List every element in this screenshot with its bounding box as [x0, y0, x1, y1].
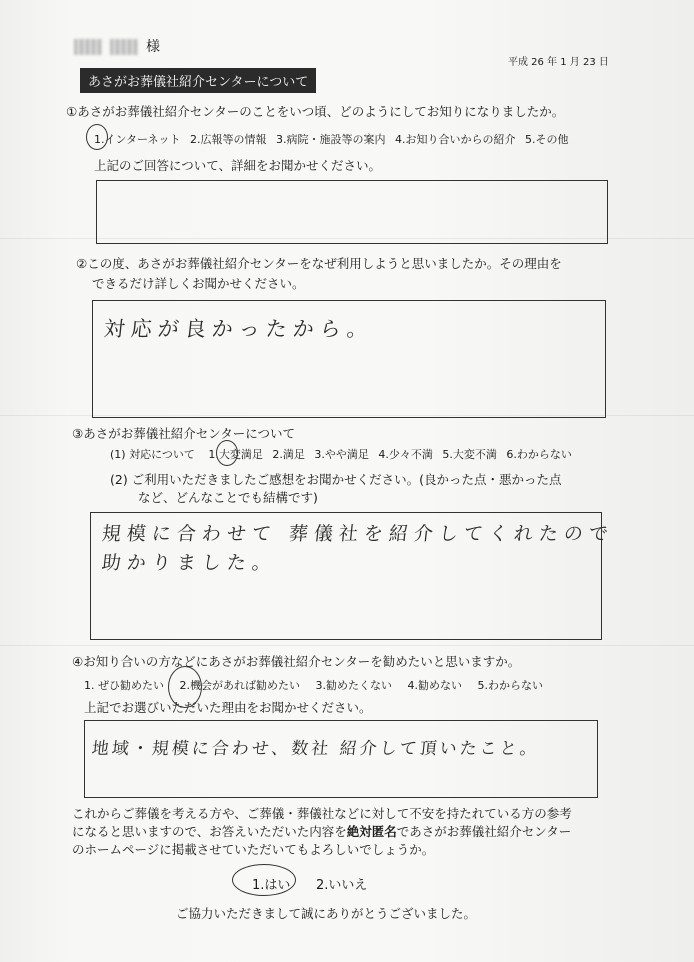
q3-answer-line1: 規模に合わせて 葬儀社を紹介してくれたので [100, 523, 616, 545]
q1-option[interactable]: 2.広報等の情報 [190, 133, 267, 146]
q1-selection-circle [86, 124, 108, 150]
closing-line2-text: になると思いますので、お答えいただいた内容を [72, 824, 347, 839]
q3-option[interactable]: 2.満足 [272, 448, 305, 461]
redacted-name [74, 39, 102, 55]
q3-selection-circle [216, 440, 238, 466]
q4-reason-prompt: 上記でお選びいただいた理由をお聞かせください。 [84, 700, 372, 715]
q2-answer: 対応が良かったから。 [102, 317, 376, 341]
q3-option[interactable]: 3.やや満足 [314, 448, 369, 461]
closing-line2 [72, 822, 571, 840]
closing-line2-text: であさがお葬儀社紹介センター [396, 824, 572, 839]
consent-no[interactable]: 2.いいえ [316, 878, 368, 893]
q3-sub2-line1: (2) ご利用いただきましたご感想をお聞かせください。(良かった点・悪かった点 [110, 472, 562, 487]
q1-options [94, 131, 569, 147]
thanks-text: ご協力いただきまして誠にありがとうございました。 [176, 906, 477, 921]
q4-question: ④お知り合いの方などにあさがお葬儀社紹介センターを勧めたいと思いますか。 [72, 654, 521, 669]
q3-option[interactable]: 6.わからない [506, 448, 572, 461]
q3-sub1-label: (1) 対応について [110, 448, 195, 461]
q3-answer-line2: 助かりました。 [100, 552, 279, 574]
q3-option[interactable]: 4.少々不満 [378, 448, 433, 461]
q4-option[interactable]: 1. ぜひ勧めたい [84, 679, 164, 692]
q4-options [84, 677, 543, 693]
q3-question: ③あさがお葬儀社紹介センターについて [72, 426, 295, 441]
q3-option[interactable]: 5.大変不満 [442, 448, 497, 461]
survey-date: 平成 26 年 1 月 23 日 [508, 57, 609, 68]
q1-detail-prompt: 上記のご回答について、詳細をお聞かせください。 [94, 158, 382, 173]
q1-option[interactable]: 5.その他 [525, 133, 569, 146]
q1-option[interactable]: 4.お知り合いからの紹介 [395, 133, 516, 146]
q4-answer-box[interactable] [84, 720, 598, 798]
consent-yes[interactable]: 1.はい [252, 878, 291, 893]
q1-option[interactable]: 3.病院・施設等の案内 [276, 133, 386, 146]
q2-question-line1: ②この度、あさがお葬儀社紹介センターをなぜ利用しようと思いましたか。その理由を [76, 256, 562, 271]
q3-sub2-line2: など、どんなことでも結構です) [138, 490, 318, 505]
q4-option[interactable]: 2.機会があれば勧めたい [179, 679, 300, 692]
fold-line [0, 645, 694, 646]
redacted-name [110, 39, 138, 55]
survey-title: あさがお葬儀社紹介センターについて [80, 68, 316, 93]
q2-question-line2: できるだけ詳しくお聞かせください。 [92, 276, 305, 291]
q3-sub1-row [110, 446, 572, 462]
closing-emphasis: 絶対匿名 [346, 824, 397, 839]
recipient-suffix: 様 [146, 39, 160, 55]
q4-option[interactable]: 4.勧めない [407, 679, 462, 692]
q4-option[interactable]: 3.勧めたくない [315, 679, 392, 692]
closing-line1: これからご葬儀を考える方や、ご葬儀・葬儀社などに対して不安を持たれている方の参考 [72, 806, 572, 821]
q4-answer: 地域・規模に合わせ、数社 紹介して頂いたこと。 [90, 739, 541, 759]
closing-line3: のホームページに掲載させていただいてもよろしいでしょうか。 [72, 842, 435, 857]
q1-question: ①あさがお葬儀社紹介センターのことをいつ頃、どのようにしてお知りになりましたか。 [66, 104, 565, 119]
q3-option[interactable]: 1.大変満足 [208, 448, 263, 461]
consent-selection-circle [232, 864, 296, 896]
recipient-line [74, 36, 160, 56]
q1-option[interactable]: 1.インターネット [94, 133, 181, 146]
q1-answer-box[interactable] [96, 180, 608, 244]
q4-option[interactable]: 5.わからない [477, 679, 543, 692]
